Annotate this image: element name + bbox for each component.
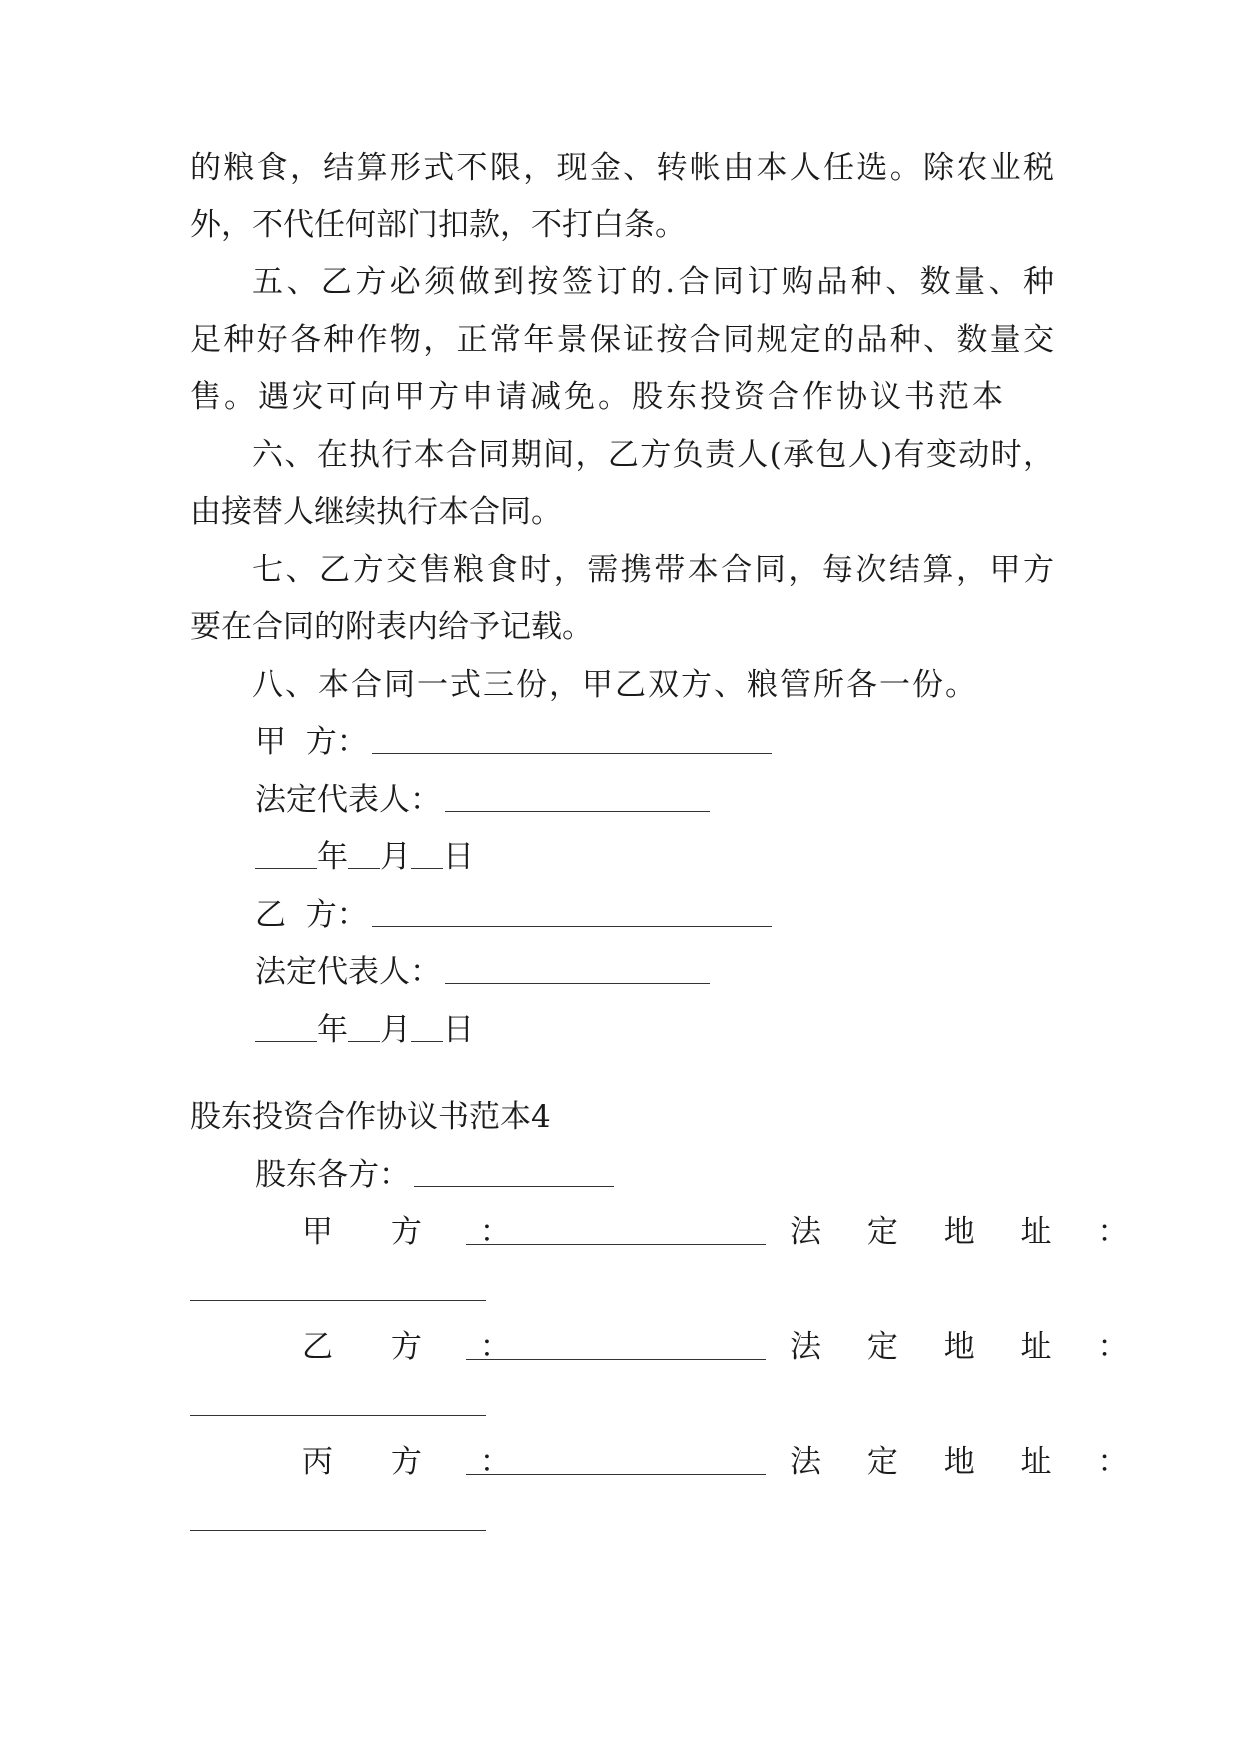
- clause-five-line: 足种好各种作物，正常年景保证按合同规定的品种、数量交: [190, 322, 1054, 358]
- party-a-signature-row: [255, 722, 772, 762]
- shareholders-blank[interactable]: [414, 1158, 614, 1187]
- date-a-row: [255, 837, 474, 877]
- sec4-party-b-address-blank[interactable]: [190, 1415, 486, 1416]
- legal-rep-a-label: 法定代表人：: [255, 782, 441, 818]
- sec4-party-c-address-row: [790, 1442, 1146, 1482]
- year-b-blank[interactable]: [255, 1013, 317, 1042]
- clause-five-line: 五、乙方必须做到按签订的.合同订购品种、数量、种: [252, 264, 1054, 300]
- year-b-label: 年: [317, 1012, 348, 1048]
- shareholders-row: [255, 1155, 614, 1195]
- sec4-party-c-address-blank[interactable]: [190, 1530, 486, 1531]
- sec4-party-a-address-label: 法 定 地 址 ：: [790, 1214, 1147, 1250]
- sec4-party-c-blank[interactable]: [466, 1474, 766, 1475]
- party-b-signature-row: [255, 895, 772, 935]
- legal-rep-b-blank[interactable]: [445, 955, 710, 984]
- clause-eight-line: 八、本合同一式三份，甲乙双方、粮管所各一份。: [252, 667, 978, 703]
- month-a-label: 月: [380, 839, 411, 875]
- month-a-blank[interactable]: [348, 840, 380, 869]
- shareholders-label: 股东各方：: [255, 1157, 410, 1193]
- sec4-party-b-label: 乙 方 ：: [302, 1329, 535, 1365]
- day-b-label: 日: [443, 1012, 474, 1048]
- legal-rep-a-blank[interactable]: [445, 783, 710, 812]
- month-b-label: 月: [380, 1012, 411, 1048]
- day-a-blank[interactable]: [411, 840, 443, 869]
- sec4-party-c-label: 丙 方 ：: [302, 1444, 535, 1480]
- clause-six-line: 由接替人继续执行本合同。: [190, 494, 562, 530]
- party-b-blank[interactable]: [372, 898, 772, 927]
- day-b-blank[interactable]: [411, 1013, 443, 1042]
- sec4-party-b-row: [302, 1327, 535, 1367]
- sec4-party-b-address-label: 法 定 地 址 ：: [790, 1329, 1147, 1365]
- date-b-row: [255, 1010, 474, 1050]
- sec4-party-a-blank[interactable]: [466, 1244, 766, 1245]
- sec4-party-a-address-blank[interactable]: [190, 1300, 486, 1301]
- party-b-label: 乙 方：: [255, 897, 368, 933]
- party-a-blank[interactable]: [372, 725, 772, 754]
- legal-rep-b-label: 法定代表人：: [255, 954, 441, 990]
- sec4-party-c-row: [302, 1442, 535, 1482]
- sec4-party-b-blank[interactable]: [466, 1359, 766, 1360]
- party-a-label: 甲 方：: [255, 724, 368, 760]
- paragraph-line: 的粮食，结算形式不限，现金、转帐由本人任选。除农业税: [190, 150, 1054, 186]
- sec4-party-a-address-row: [790, 1212, 1146, 1252]
- year-a-label: 年: [317, 839, 348, 875]
- clause-five-line: 售。遇灾可向甲方申请减免。股东投资合作协议书范本: [190, 379, 1006, 415]
- month-b-blank[interactable]: [348, 1013, 380, 1042]
- year-a-blank[interactable]: [255, 840, 317, 869]
- clause-seven-line: 七、乙方交售粮食时，需携带本合同，每次结算，甲方: [252, 552, 1054, 588]
- sec4-party-b-address-row: [790, 1327, 1146, 1367]
- clause-seven-line: 要在合同的附表内给予记载。: [190, 609, 593, 645]
- legal-rep-b-row: [255, 952, 710, 992]
- day-a-label: 日: [443, 839, 474, 875]
- clause-six-line: 六、在执行本合同期间，乙方负责人(承包人)有变动时，: [252, 437, 1054, 473]
- sec4-party-c-address-label: 法 定 地 址 ：: [790, 1444, 1147, 1480]
- sec4-party-a-label: 甲 方 ：: [302, 1214, 535, 1250]
- legal-rep-a-row: [255, 780, 710, 820]
- paragraph-line: 外，不代任何部门扣款，不打白条。: [190, 207, 686, 243]
- section-title: 股东投资合作协议书范本4: [190, 1099, 551, 1135]
- sec4-party-a-row: [302, 1212, 535, 1252]
